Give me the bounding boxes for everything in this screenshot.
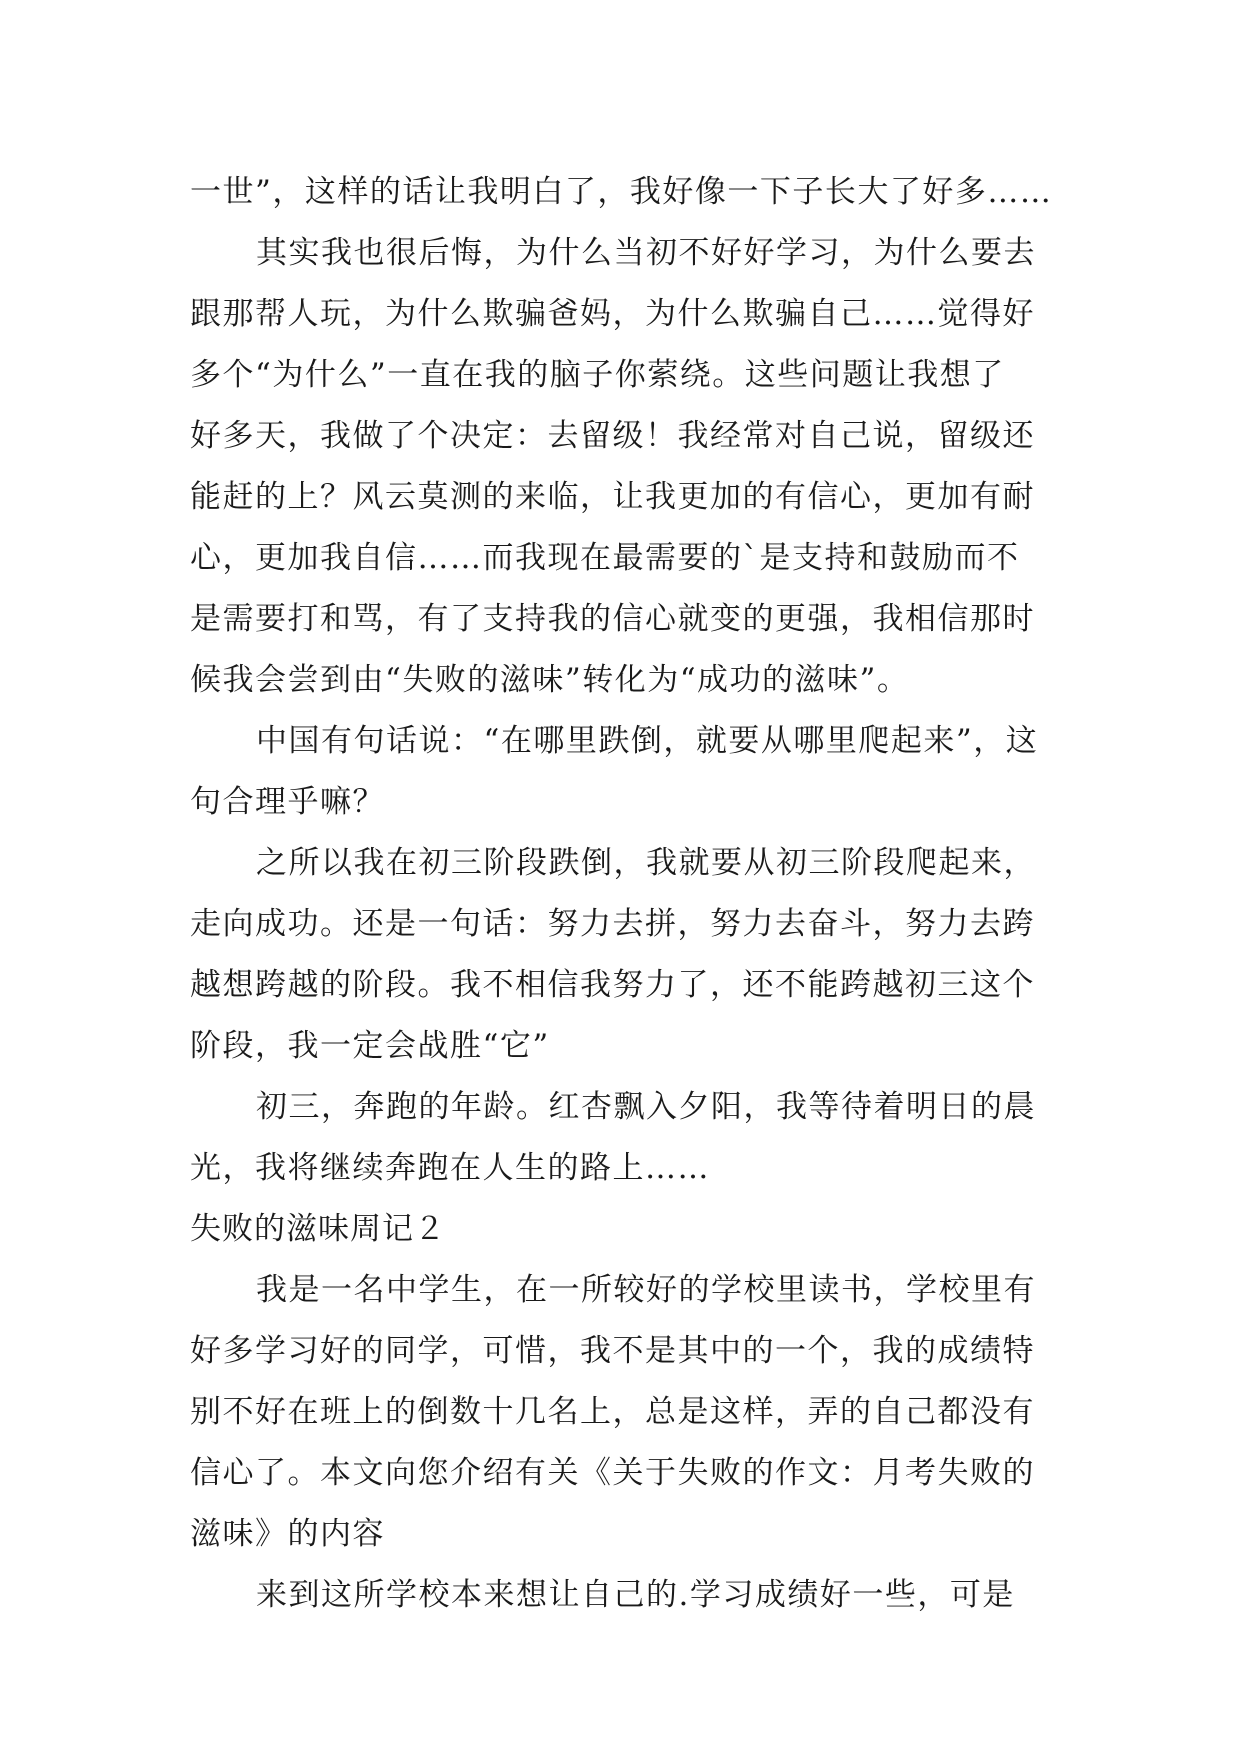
text-line: 之所以我在初三阶段跌倒，我就要从初三阶段爬起来， bbox=[256, 845, 1036, 881]
text-line: 我是一名中学生，在一所较好的学校里读书，学校里有 bbox=[256, 1272, 1036, 1308]
document-body bbox=[190, 162, 1053, 1626]
text-line: 句合理乎嘛？ bbox=[190, 784, 385, 820]
text-line: 其实我也很后悔，为什么当初不好好学习，为什么要去 bbox=[256, 235, 1036, 271]
text-line: 一世”，这样的话让我明白了，我好像一下子长大了好多…… bbox=[190, 174, 1053, 210]
text-line: 滋味》的内容 bbox=[190, 1516, 385, 1552]
text-line: 好多天，我做了个决定：去留级！我经常对自己说，留级还 bbox=[190, 418, 1035, 454]
text-line: 能赶的上？风云莫测的来临，让我更加的有信心，更加有耐 bbox=[190, 479, 1035, 515]
text-line: 走向成功。还是一句话：努力去拼，努力去奋斗，努力去跨 bbox=[190, 906, 1035, 942]
text-line: 阶段，我一定会战胜“它” bbox=[190, 1028, 550, 1064]
text-line: 中国有句话说：“在哪里跌倒，就要从哪里爬起来”，这 bbox=[256, 723, 1039, 759]
section-heading: 失败的滋味周记２ bbox=[190, 1211, 446, 1247]
text-line: 越想跨越的阶段。我不相信我努力了，还不能跨越初三这个 bbox=[190, 967, 1035, 1003]
text-line: 候我会尝到由“失败的滋味”转化为“成功的滋味”。 bbox=[190, 662, 910, 698]
text-line: 信心了。本文向您介绍有关《关于失败的作文：月考失败的 bbox=[190, 1455, 1035, 1491]
text-line: 来到这所学校本来想让自己的.学习成绩好一些，可是 bbox=[256, 1577, 1015, 1613]
text-line: 初三，奔跑的年龄。红杏飘入夕阳，我等待着明日的晨 bbox=[256, 1089, 1036, 1125]
text-line: 心，更加我自信……而我现在最需要的`是支持和鼓励而不 bbox=[190, 540, 1020, 576]
text-line: 别不好在班上的倒数十几名上，总是这样，弄的自己都没有 bbox=[190, 1394, 1035, 1430]
text-line: 多个“为什么”一直在我的脑子你萦绕。这些问题让我想了 bbox=[190, 357, 1005, 393]
text-line: 是需要打和骂，有了支持我的信心就变的更强，我相信那时 bbox=[190, 601, 1035, 637]
text-line: 光，我将继续奔跑在人生的路上…… bbox=[190, 1150, 710, 1186]
text-line: 好多学习好的同学，可惜，我不是其中的一个，我的成绩特 bbox=[190, 1333, 1035, 1369]
text-line: 跟那帮人玩，为什么欺骗爸妈，为什么欺骗自己……觉得好 bbox=[190, 296, 1035, 332]
